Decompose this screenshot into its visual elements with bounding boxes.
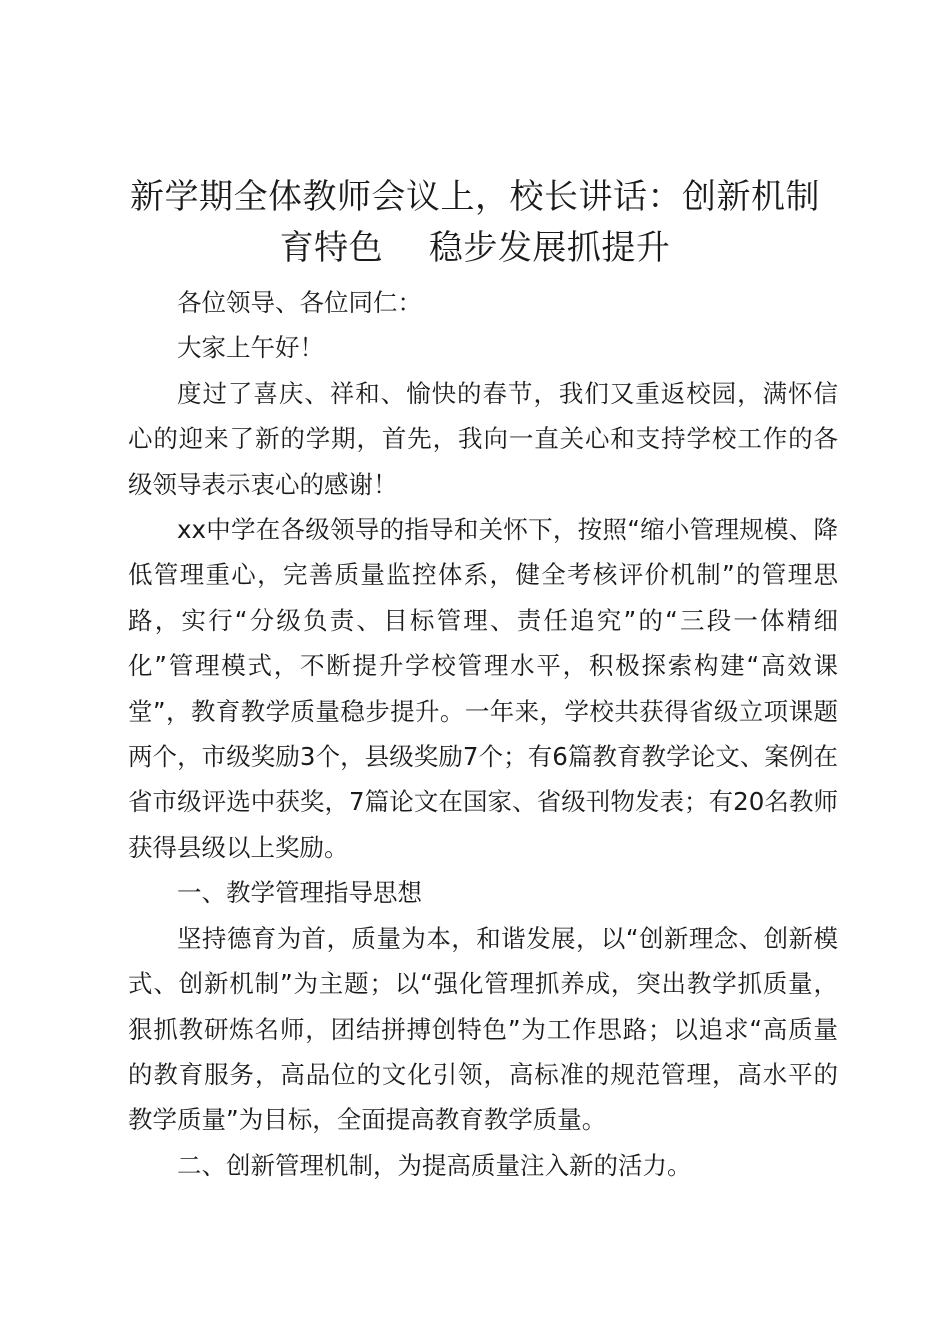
paragraph-opening: 度过了喜庆、祥和、愉快的春节，我们又重返校园，满怀信心的迎来了新的学期，首先，我向一直关心和支持学校工作的各级领导表示衷心的感谢！ [128,378,838,499]
section-text-1: 坚持德育为首，质量为本，和谐发展，以“创新理念、创新模式、创新机制”为主题；以“强化管理抓养成，突出教学抓质量，狠抓教研炼名师，团结拼搏创特色”为工作思路；以追求“高质量的教育服务，高品位的文化引领，高标准的规范管理，高水平的教学质量”为目标，全面提高教育教学质量。 [128,923,838,1135]
paragraph-achievements: xx中学在各级领导的指导和关怀下，按照“缩小管理规模、降低管理重心，完善质量监控体系，健全考核评价机制”的管理思路，实行“分级负责、目标管理、责任追究”的“三段一体精细化”管理模式，不断提升学校管理水平，积极探索构建“高效课堂”，教育教学质量稳步提升。一年来，学校共获得省级立项课题两个，市级奖励3个，县级奖励7个；有6篇教育教学论文、案例在省市级评选中获奖，7篇论文在国家、省级刊物发表；有20名教师获得县级以上奖励。 [128,515,838,862]
document-title [100,172,850,274]
title-line-2: 育特色 稳步发展抓提升 [279,228,671,268]
section-heading-1: 一、教学管理指导思想 [177,878,422,908]
greeting: 大家上午好！ [177,333,324,363]
title-line-1: 新学期全体教师会议上，校长讲话：创新机制 [130,177,820,217]
section-heading-2: 二、创新管理机制，为提高质量注入新的活力。 [177,1150,692,1180]
document-body [128,280,838,1188]
salutation: 各位领导、各位同仁： [177,288,422,317]
